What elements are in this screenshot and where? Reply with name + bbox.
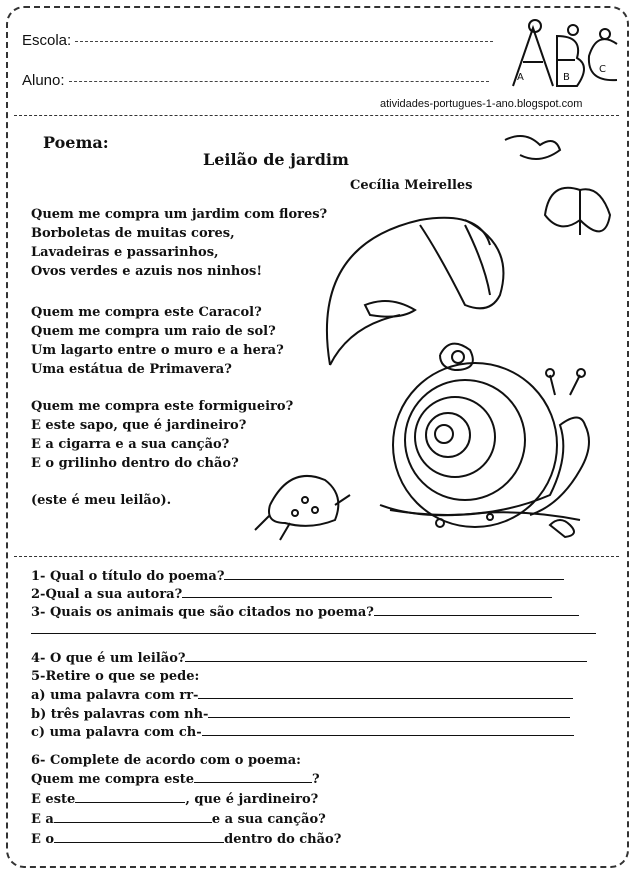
question-6-line-4-start: E o xyxy=(31,832,55,847)
poem-author: Cecília Meirelles xyxy=(350,178,473,193)
snail-garden-illustration xyxy=(250,125,620,545)
answer-field-5a[interactable] xyxy=(198,686,573,699)
question-5-text: 5-Retire o que se pede: xyxy=(31,669,200,684)
logo-letter-b: B xyxy=(563,72,570,83)
question-6-line-1 xyxy=(31,770,320,789)
section-divider xyxy=(14,556,619,557)
question-6-line-1-end: ? xyxy=(311,772,320,787)
poem-stanza: Quem me compra este Caracol? Quem me compra um raio de sol? Um lagarto entre o muro e a hera? Uma estátua de Primavera? xyxy=(31,305,284,377)
answer-field-3b[interactable] xyxy=(31,621,596,634)
question-6-line-3 xyxy=(31,810,326,829)
question-3 xyxy=(31,603,579,622)
answer-field-5b[interactable] xyxy=(208,705,570,718)
question-6-line-2-start: E este xyxy=(31,792,76,807)
question-4-text: 4- O que é um leilão? xyxy=(31,651,186,666)
poem-title: Leilão de jardim xyxy=(203,150,349,169)
school-label: Escola: xyxy=(22,32,72,49)
school-row xyxy=(22,32,493,49)
question-6-line-2 xyxy=(31,790,318,809)
answer-field-4[interactable] xyxy=(185,649,587,662)
answer-field-3[interactable] xyxy=(374,603,579,616)
student-row xyxy=(22,72,489,89)
question-5a xyxy=(31,686,573,705)
answer-field-1[interactable] xyxy=(224,567,564,580)
question-6-text: 6- Complete de acordo com o poema: xyxy=(31,753,301,768)
header-divider xyxy=(14,115,619,116)
logo-letter-a: A xyxy=(517,72,524,83)
question-1-text: 1- Qual o título do poema? xyxy=(31,569,225,584)
answer-field-2[interactable] xyxy=(182,585,552,598)
poem-stanza: Quem me compra este formigueiro? E este sapo, que é jardineiro? E a cigarra e a sua canção? E o grilinho dentro do chão? xyxy=(31,399,294,471)
question-5a-text: a) uma palavra com rr- xyxy=(31,688,199,703)
question-6-line-3-start: E a xyxy=(31,812,54,827)
question-6-line-3-end: e a sua canção? xyxy=(211,812,326,827)
answer-field-5c[interactable] xyxy=(202,723,574,736)
question-5c-text: c) uma palavra com ch- xyxy=(31,725,202,740)
student-field[interactable] xyxy=(69,80,489,82)
answer-field-6-4[interactable] xyxy=(54,830,224,843)
student-label: Aluno: xyxy=(22,72,65,89)
question-6 xyxy=(31,752,301,770)
question-5c xyxy=(31,723,574,742)
website-url: atividades-portugues-1-ano.blogspot.com xyxy=(380,98,583,110)
logo-letter-c: C xyxy=(599,64,606,75)
poem-stanza: (este é meu leilão). xyxy=(31,493,172,508)
question-5b-text: b) três palavras com nh- xyxy=(31,707,209,722)
poem-label: Poema: xyxy=(43,133,109,152)
question-1 xyxy=(31,567,564,586)
abc-logo-illustration xyxy=(505,16,625,98)
school-field[interactable] xyxy=(75,40,493,42)
question-3-extra-line xyxy=(31,621,596,640)
question-5b xyxy=(31,705,570,724)
question-2-text: 2-Qual a sua autora? xyxy=(31,587,183,602)
answer-field-6-3[interactable] xyxy=(54,810,212,823)
question-2 xyxy=(31,585,552,604)
question-4 xyxy=(31,649,587,668)
question-3-text: 3- Quais os animais que são citados no poema? xyxy=(31,605,374,620)
question-6-line-4 xyxy=(31,830,341,849)
poem-stanza: Quem me compra um jardim com flores? Borboletas de muitas cores, Lavadeiras e passarinhos, Ovos verdes e azuis nos ninhos! xyxy=(31,207,328,279)
question-6-line-2-end: , que é jardineiro? xyxy=(185,792,319,807)
answer-field-6-1[interactable] xyxy=(194,770,312,783)
answer-field-6-2[interactable] xyxy=(75,790,185,803)
question-5 xyxy=(31,668,199,686)
question-6-line-4-end: dentro do chão? xyxy=(224,832,342,847)
question-6-line-1-start: Quem me compra este xyxy=(31,772,194,787)
